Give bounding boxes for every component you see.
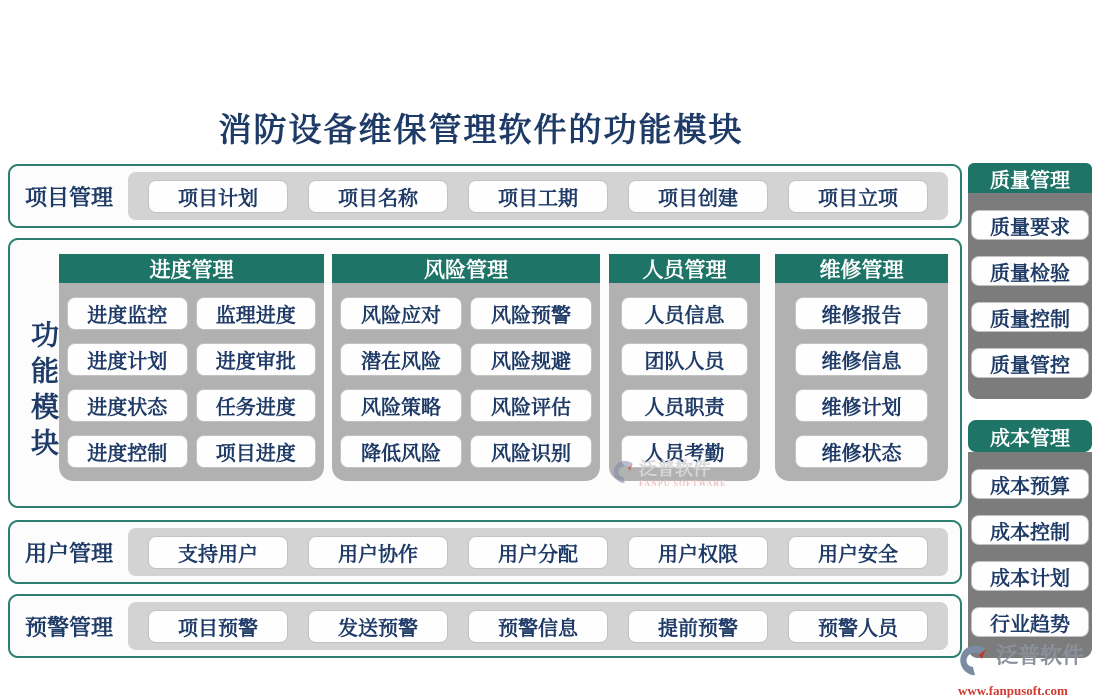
module-button[interactable]: 项目进度 (196, 435, 317, 468)
fanpu-logo-icon (958, 643, 994, 684)
module-button[interactable]: 用户分配 (468, 536, 608, 569)
column-body (332, 283, 600, 481)
module-button[interactable]: 风险识别 (470, 435, 592, 468)
module-button[interactable]: 监理进度 (196, 297, 317, 330)
module-button[interactable]: 任务进度 (196, 389, 317, 422)
project-management-label: 项目管理 (24, 184, 113, 210)
section-project-management (8, 164, 962, 228)
module-button[interactable]: 质量管控 (971, 348, 1089, 378)
section-function-modules (8, 238, 962, 508)
module-button[interactable]: 潜在风险 (340, 343, 462, 376)
module-button[interactable]: 质量要求 (971, 210, 1089, 240)
module-button[interactable]: 人员考勤 (621, 435, 748, 468)
module-button[interactable]: 维修报告 (795, 297, 928, 330)
module-button[interactable]: 行业趋势 (971, 607, 1089, 637)
module-button[interactable]: 风险策略 (340, 389, 462, 422)
module-button[interactable]: 维修状态 (795, 435, 928, 468)
module-button[interactable]: 人员职责 (621, 389, 748, 422)
section-user-management (8, 520, 962, 584)
module-button[interactable]: 成本控制 (971, 515, 1089, 545)
module-button[interactable]: 维修计划 (795, 389, 928, 422)
module-button[interactable]: 预警人员 (788, 610, 928, 643)
column-body (609, 283, 760, 481)
logo-brand: 泛普软件 (996, 643, 1085, 668)
section-warning-management (8, 594, 962, 658)
column-body (775, 283, 948, 481)
column-header: 维修管理 (775, 254, 948, 283)
module-button[interactable]: 项目立项 (788, 180, 928, 213)
module-button[interactable]: 进度状态 (67, 389, 188, 422)
module-button[interactable]: 支持用户 (148, 536, 288, 569)
column-body (59, 283, 324, 481)
column-repair-management (775, 254, 948, 481)
warning-management-label: 预警管理 (24, 614, 113, 640)
watermark-brand: 泛普软件 (639, 459, 711, 479)
fanpu-logo-icon (612, 459, 636, 491)
column-header: 进度管理 (59, 254, 324, 283)
column-progress-management (59, 254, 324, 481)
fanpu-logo (958, 643, 1084, 698)
module-button[interactable]: 进度计划 (67, 343, 188, 376)
module-button[interactable]: 用户协作 (308, 536, 448, 569)
module-button[interactable]: 项目创建 (628, 180, 768, 213)
module-button[interactable]: 用户权限 (628, 536, 768, 569)
warning-button-strip (128, 602, 948, 650)
module-button[interactable]: 质量控制 (971, 302, 1089, 332)
module-button[interactable]: 预警信息 (468, 610, 608, 643)
sidebar-header: 成本管理 (968, 420, 1092, 452)
watermark-subtitle: FANPU SOFTWARE (639, 479, 727, 488)
column-risk-management (332, 254, 600, 481)
module-button[interactable]: 用户安全 (788, 536, 928, 569)
module-button[interactable]: 成本预算 (971, 469, 1089, 499)
module-button[interactable]: 项目计划 (148, 180, 288, 213)
sidebar-header: 质量管理 (968, 163, 1092, 193)
module-button[interactable]: 风险应对 (340, 297, 462, 330)
user-management-label: 用户管理 (24, 540, 113, 566)
module-button[interactable]: 风险评估 (470, 389, 592, 422)
watermark (612, 459, 726, 491)
module-button[interactable]: 提前预警 (628, 610, 768, 643)
module-button[interactable]: 风险规避 (470, 343, 592, 376)
page-title: 消防设备维保管理软件的功能模块 (218, 113, 744, 149)
logo-url: www.fanpusoft.com (958, 683, 1068, 698)
module-button[interactable]: 项目名称 (308, 180, 448, 213)
module-button[interactable]: 进度控制 (67, 435, 188, 468)
module-button[interactable]: 项目工期 (468, 180, 608, 213)
sidebar-quality-management (968, 163, 1092, 399)
module-button[interactable]: 降低风险 (340, 435, 462, 468)
sidebar-body (968, 193, 1092, 399)
column-header: 人员管理 (609, 254, 760, 283)
module-button[interactable]: 质量检验 (971, 256, 1089, 286)
user-button-strip (128, 528, 948, 576)
sidebar-body (968, 452, 1092, 658)
module-button[interactable]: 进度审批 (196, 343, 317, 376)
function-modules-label: 功能模块 (27, 320, 58, 464)
column-header: 风险管理 (332, 254, 600, 283)
module-button[interactable]: 维修信息 (795, 343, 928, 376)
module-button[interactable]: 成本计划 (971, 561, 1089, 591)
module-button[interactable]: 风险预警 (470, 297, 592, 330)
project-button-strip (128, 172, 948, 220)
module-button[interactable]: 团队人员 (621, 343, 748, 376)
column-personnel-management (609, 254, 760, 481)
module-button[interactable]: 发送预警 (308, 610, 448, 643)
module-button[interactable]: 项目预警 (148, 610, 288, 643)
module-button[interactable]: 进度监控 (67, 297, 188, 330)
module-button[interactable]: 人员信息 (621, 297, 748, 330)
sidebar-cost-management (968, 420, 1092, 658)
